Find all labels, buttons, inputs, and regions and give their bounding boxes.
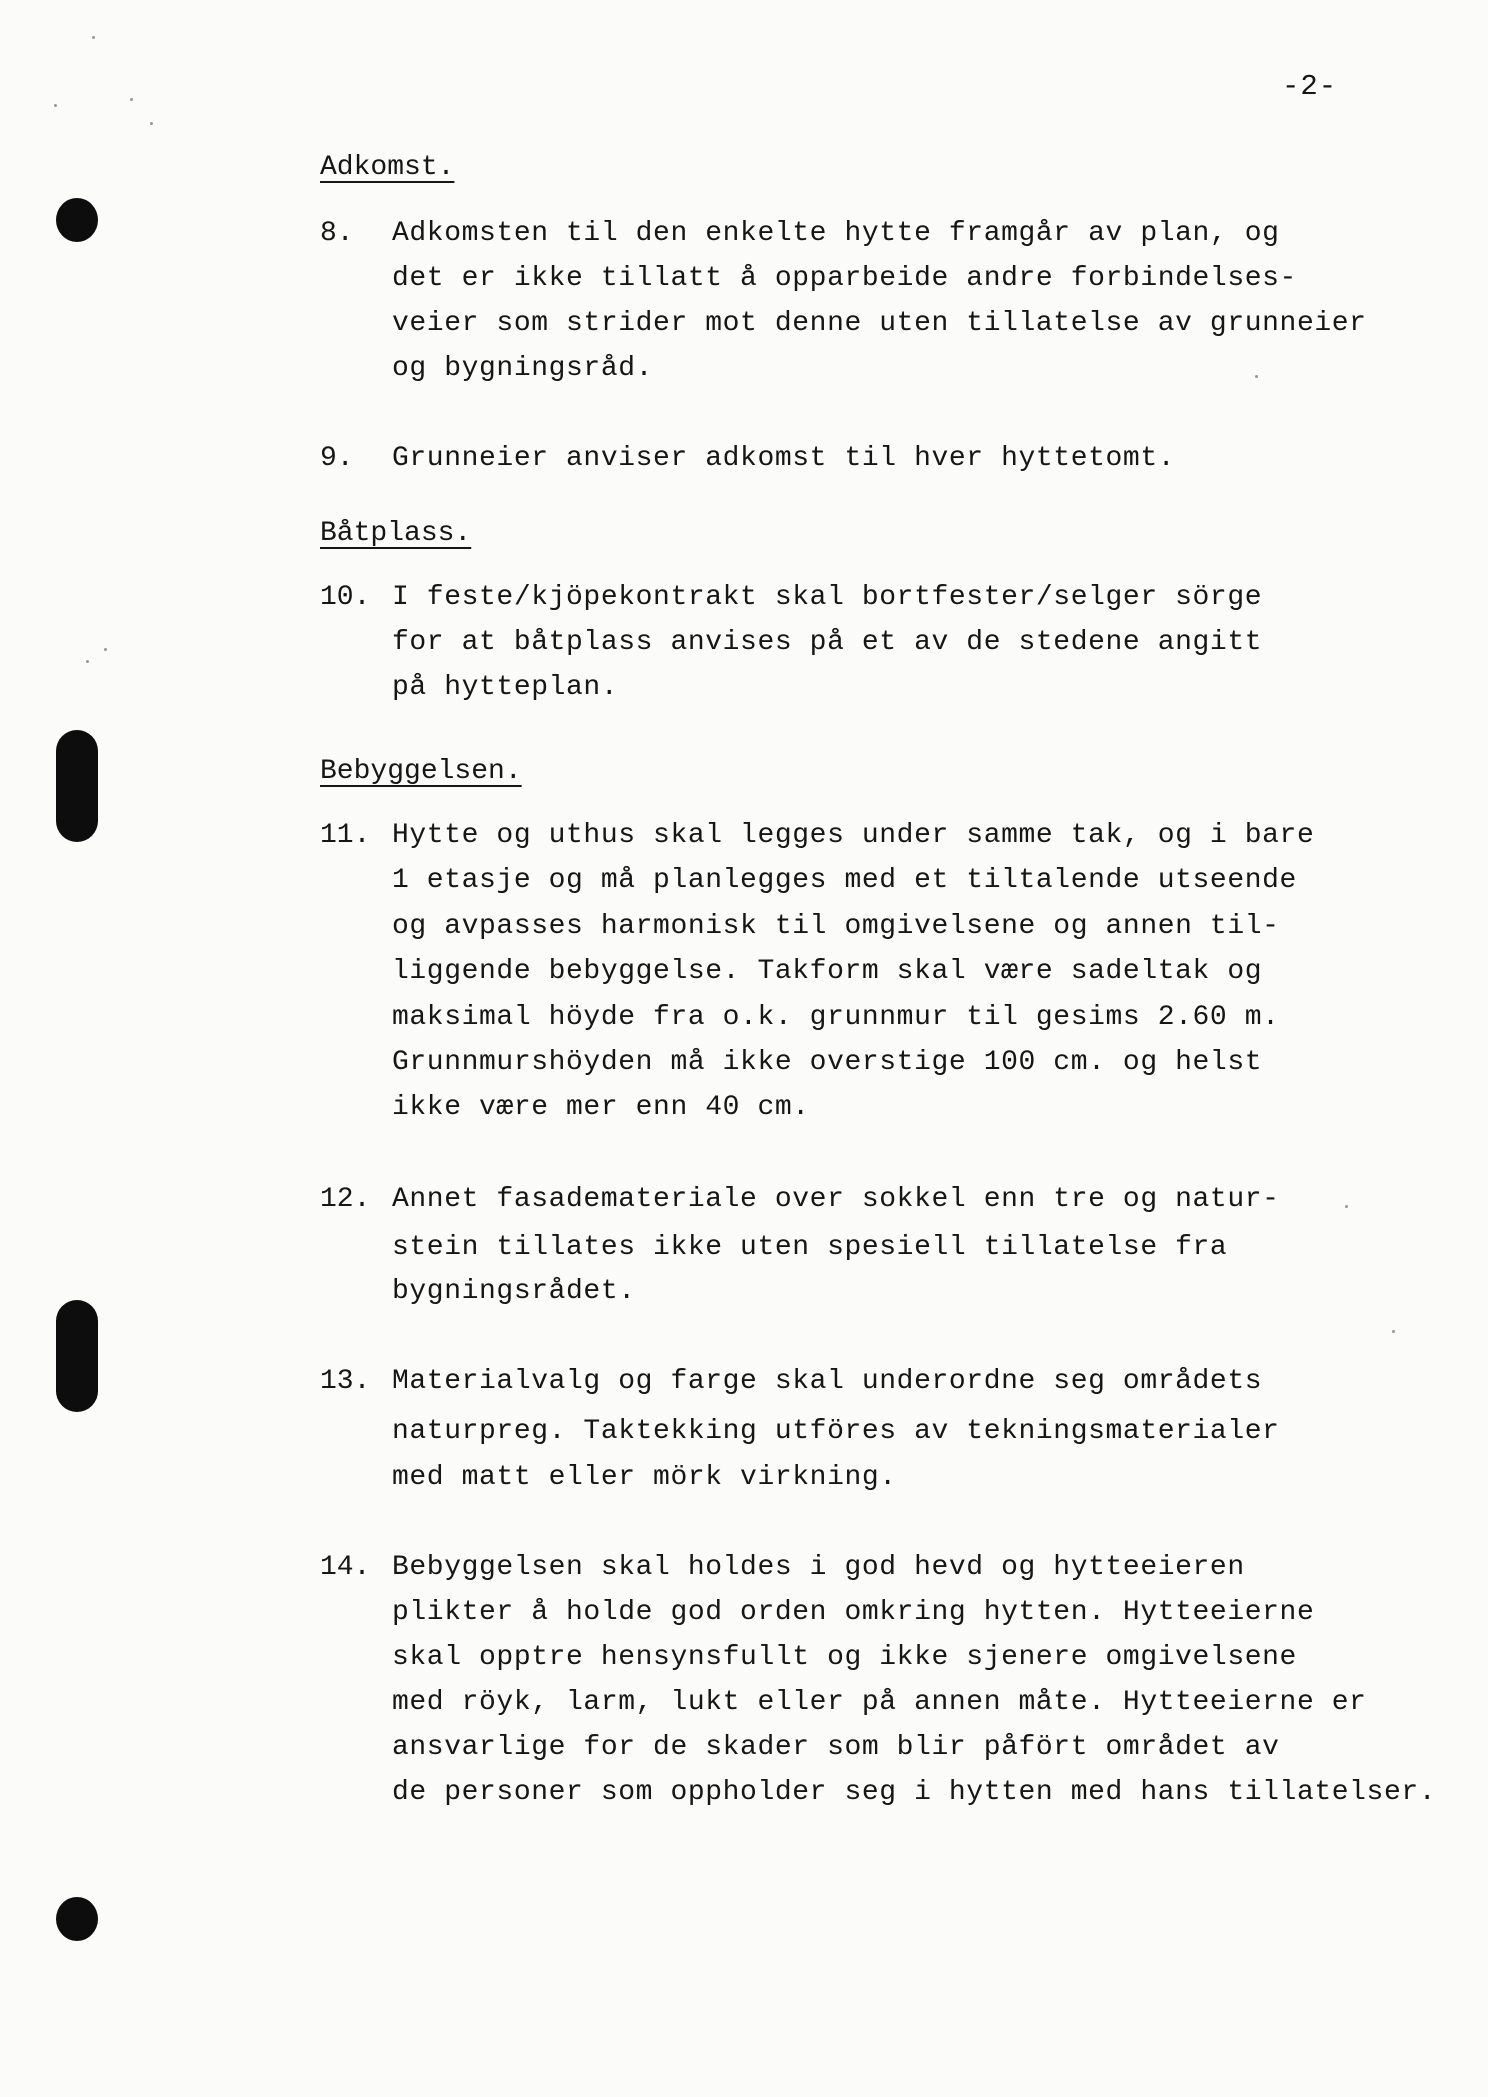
punch-hole-3: [56, 1300, 98, 1412]
scan-speck: [1345, 1205, 1348, 1208]
rule-line: på hytteplan.: [392, 672, 619, 703]
section-heading-bebyggelsen: Bebyggelsen.: [320, 756, 522, 787]
scan-speck: [54, 104, 57, 107]
rule-number: 12.: [320, 1184, 371, 1215]
rule-line: det er ikke tillatt å opparbeide andre forbindelses-: [392, 263, 1297, 294]
rule-line: Materialvalg og farge skal underordne seg områdets: [392, 1366, 1263, 1397]
rule-line: bygningsrådet.: [392, 1276, 636, 1307]
section-heading-batplass: Båtplass.: [320, 518, 472, 549]
scan-speck: [92, 36, 95, 39]
rule-line: og avpasses harmonisk til omgivelsene og annen til-: [392, 911, 1280, 942]
rule-line: 1 etasje og må planlegges med et tiltalende utseende: [392, 865, 1297, 896]
rule-number: 14.: [320, 1552, 371, 1583]
rule-line: skal opptre hensynsfullt og ikke sjenere omgivelsene: [392, 1642, 1297, 1673]
scan-speck: [104, 648, 107, 651]
rule-line: naturpreg. Taktekking utföres av tekningsmaterialer: [392, 1416, 1280, 1447]
rule-line: Annet fasademateriale over sokkel enn tre og natur-: [392, 1184, 1280, 1215]
scan-speck: [1255, 375, 1258, 378]
rule-number: 11.: [320, 820, 371, 851]
rule-line: plikter å holde god orden omkring hytten. Hytteeierne: [392, 1597, 1315, 1628]
rule-number: 8.: [320, 218, 354, 249]
rule-line: og bygningsråd.: [392, 353, 654, 384]
rule-line: maksimal höyde fra o.k. grunnmur til gesims 2.60 m.: [392, 1002, 1280, 1033]
rule-line: med röyk, larm, lukt eller på annen måte. Hytteeierne er: [392, 1687, 1367, 1718]
rule-line: ansvarlige for de skader som blir påfört området av: [392, 1732, 1280, 1763]
punch-hole-4: [56, 1897, 98, 1941]
rule-line: de personer som oppholder seg i hytten med hans tillatelser.: [392, 1777, 1437, 1808]
scan-speck: [86, 660, 89, 663]
rule-line: veier som strider mot denne uten tillatelse av grunneier: [392, 308, 1367, 339]
scan-speck: [1392, 1330, 1395, 1333]
rule-line: Hytte og uthus skal legges under samme tak, og i bare: [392, 820, 1315, 851]
rule-number: 10.: [320, 582, 371, 613]
rule-number: 9.: [320, 443, 354, 474]
rule-line: ikke være mer enn 40 cm.: [392, 1092, 810, 1123]
rule-line: Bebyggelsen skal holdes i god hevd og hytteeieren: [392, 1552, 1245, 1583]
page-number: -2-: [1282, 70, 1338, 103]
rule-line: Grunnmurshöyden må ikke overstige 100 cm. og helst: [392, 1047, 1263, 1078]
scan-speck: [130, 98, 133, 101]
rule-line: liggende bebyggelse. Takform skal være sadeltak og: [392, 956, 1263, 987]
rule-line: I feste/kjöpekontrakt skal bortfester/selger sörge: [392, 582, 1263, 613]
scan-speck: [150, 122, 153, 125]
rule-line: med matt eller mörk virkning.: [392, 1462, 897, 1493]
rule-line: stein tillates ikke uten spesiell tillatelse fra: [392, 1232, 1228, 1263]
rule-line: Adkomsten til den enkelte hytte framgår av plan, og: [392, 218, 1280, 249]
punch-hole-2: [56, 730, 98, 842]
rule-line: Grunneier anviser adkomst til hver hyttetomt.: [392, 443, 1176, 474]
rule-number: 13.: [320, 1366, 371, 1397]
punch-hole-1: [56, 198, 98, 242]
section-heading-adkomst: Adkomst.: [320, 152, 455, 183]
rule-line: for at båtplass anvises på et av de stedene angitt: [392, 627, 1263, 658]
